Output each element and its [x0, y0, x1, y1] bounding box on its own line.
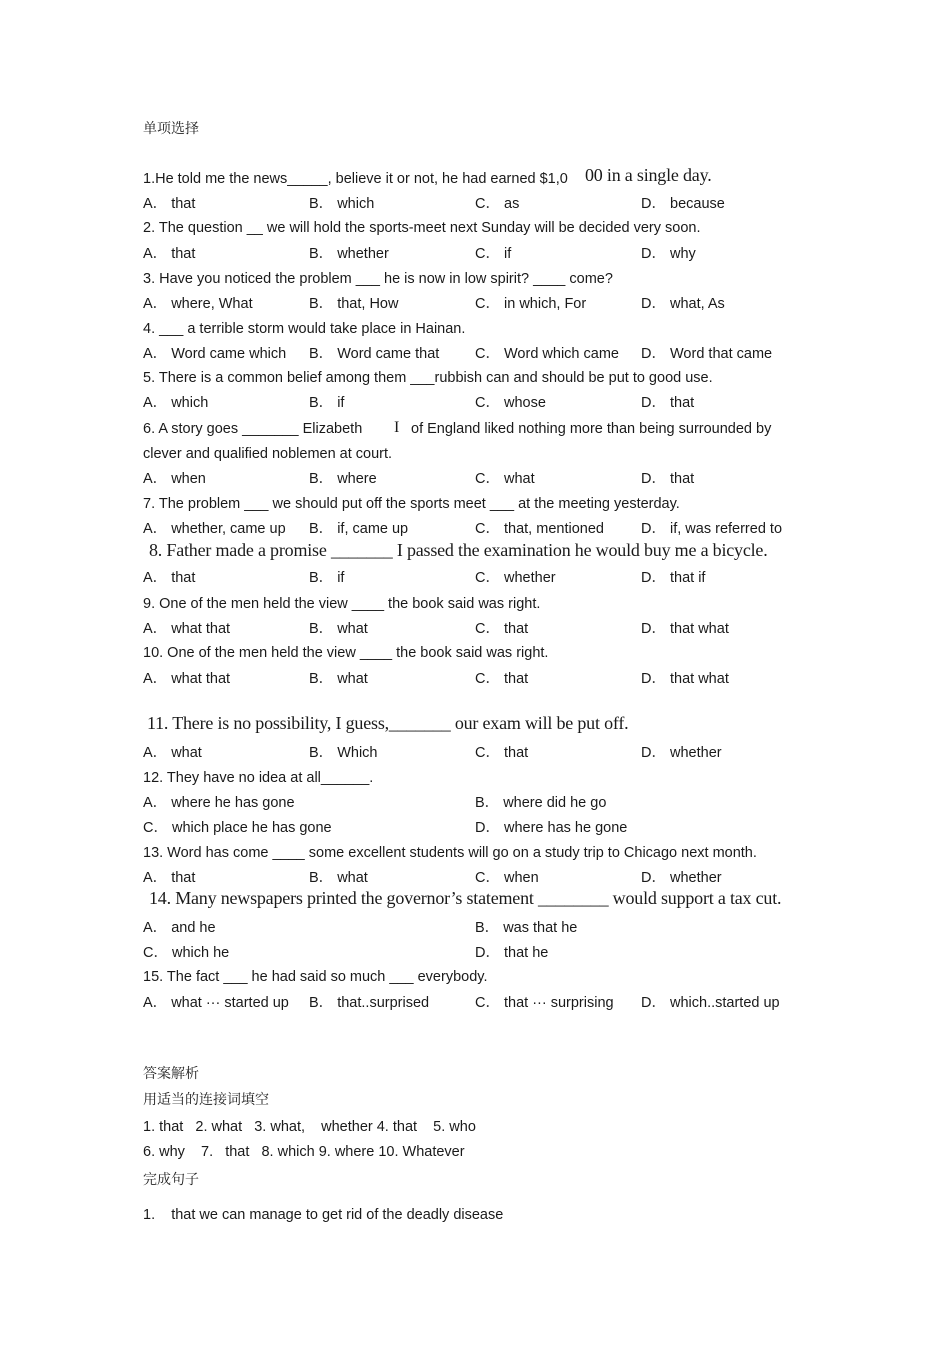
- question-6-stem-cont: of England liked nothing more than being surrounded by: [411, 421, 772, 437]
- question-1-stem: 1.He told me the news_____, believe it or not, he had earned $1,0: [143, 171, 568, 187]
- q13-option-c[interactable]: C． when: [475, 870, 539, 886]
- q11-option-a[interactable]: A． what: [143, 745, 202, 761]
- q13-option-b[interactable]: B． what: [309, 870, 368, 886]
- question-4-stem: 4. ___ a terrible storm would take place in Hainan.: [143, 321, 466, 337]
- q7-option-a[interactable]: A． whether, came up: [143, 521, 286, 537]
- q3-option-a[interactable]: A． where, What: [143, 296, 253, 312]
- q13-option-a[interactable]: A． that: [143, 870, 196, 886]
- q12-option-a[interactable]: A． where he has gone: [143, 795, 295, 811]
- answers-title: 答案解析: [143, 1066, 199, 1082]
- q5-option-b[interactable]: B． if: [309, 395, 345, 411]
- q9-option-b[interactable]: B． what: [309, 621, 368, 637]
- q8-option-a[interactable]: A． that: [143, 570, 196, 586]
- q15-option-b[interactable]: B． that..surprised: [309, 995, 430, 1011]
- q6-option-d[interactable]: D． that: [641, 471, 695, 487]
- q7-option-d[interactable]: D． if, was referred to: [641, 521, 783, 537]
- q6-option-b[interactable]: B． where: [309, 471, 377, 487]
- answers-line-2: 6. why 7. that 8. which 9. where 10. Whatever: [143, 1144, 465, 1160]
- q11-option-c[interactable]: C． that: [475, 745, 529, 761]
- q10-option-a[interactable]: A． what that: [143, 671, 231, 687]
- q12-option-b[interactable]: B． where did he go: [475, 795, 607, 811]
- q13-option-d[interactable]: D． whether: [641, 870, 722, 886]
- q4-option-c[interactable]: C． Word which came: [475, 346, 619, 362]
- q14-option-a[interactable]: A． and he: [143, 920, 216, 936]
- section-title: 单项选择: [143, 121, 199, 137]
- q7-option-c[interactable]: C． that, mentioned: [475, 521, 604, 537]
- q2-option-a[interactable]: A． that: [143, 246, 196, 262]
- q10-option-d[interactable]: D． that what: [641, 671, 729, 687]
- question-14-stem: 14. Many newspapers printed the governor’s statement ________ would support a tax cut.: [149, 888, 782, 908]
- q12-option-d[interactable]: D． where has he gone: [475, 820, 628, 836]
- q14-option-d[interactable]: D． that he: [475, 945, 549, 961]
- question-10-stem: 10. One of the men held the view ____ the book said was right.: [143, 645, 549, 661]
- q5-option-d[interactable]: D． that: [641, 395, 695, 411]
- question-11-stem: 11. There is no possibility, I guess,_______ our exam will be put off.: [147, 713, 629, 733]
- q14-option-b[interactable]: B． was that he: [475, 920, 578, 936]
- question-6-roman: I: [394, 419, 400, 436]
- q1-option-c[interactable]: C． as: [475, 196, 520, 212]
- q2-option-c[interactable]: C． if: [475, 246, 512, 262]
- q8-option-c[interactable]: C． whether: [475, 570, 556, 586]
- answers-subtitle-complete: 完成句子: [143, 1172, 199, 1188]
- q4-option-b[interactable]: B． Word came that: [309, 346, 440, 362]
- question-5-stem: 5. There is a common belief among them ___rubbish can and should be put to good use.: [143, 370, 713, 386]
- q8-option-d[interactable]: D． that if: [641, 570, 706, 586]
- question-1-stem-end: 00 in a single day.: [585, 165, 712, 185]
- q11-option-b[interactable]: B． Which: [309, 745, 378, 761]
- q5-option-c[interactable]: C． whose: [475, 395, 546, 411]
- q9-option-d[interactable]: D． that what: [641, 621, 729, 637]
- q2-option-b[interactable]: B． whether: [309, 246, 389, 262]
- q6-option-c[interactable]: C． what: [475, 471, 535, 487]
- q9-option-a[interactable]: A． what that: [143, 621, 231, 637]
- q12-option-c[interactable]: C． which place he has gone: [143, 820, 332, 836]
- q3-option-b[interactable]: B． that, How: [309, 296, 399, 312]
- q2-option-d[interactable]: D． why: [641, 246, 696, 262]
- q14-option-c[interactable]: C． which he: [143, 945, 230, 961]
- question-9-stem: 9. One of the men held the view ____ the book said was right.: [143, 596, 541, 612]
- q4-option-d[interactable]: D． Word that came: [641, 346, 773, 362]
- q15-option-c[interactable]: C． that ··· surprising: [475, 995, 614, 1011]
- q15-option-d[interactable]: D． which..started up: [641, 995, 780, 1011]
- q4-option-a[interactable]: A． Word came which: [143, 346, 287, 362]
- q8-option-b[interactable]: B． if: [309, 570, 345, 586]
- q1-option-d[interactable]: D． because: [641, 196, 725, 212]
- question-12-stem: 12. They have no idea at all______.: [143, 770, 374, 786]
- question-15-stem: 15. The fact ___ he had said so much ___ everybody.: [143, 969, 488, 985]
- question-13-stem: 13. Word has come ____ some excellent students will go on a study trip to Chicago next month.: [143, 845, 757, 861]
- q10-option-b[interactable]: B． what: [309, 671, 368, 687]
- q1-option-b[interactable]: B． which: [309, 196, 375, 212]
- question-3-stem: 3. Have you noticed the problem ___ he is now in low spirit? ____ come?: [143, 271, 613, 287]
- question-6-stem: 6. A story goes _______ Elizabeth: [143, 421, 363, 437]
- question-6-stem-line2: clever and qualified noblemen at court.: [143, 446, 393, 462]
- q9-option-c[interactable]: C． that: [475, 621, 529, 637]
- q6-option-a[interactable]: A． when: [143, 471, 206, 487]
- q5-option-a[interactable]: A． which: [143, 395, 209, 411]
- q3-option-c[interactable]: C． in which, For: [475, 296, 587, 312]
- q3-option-d[interactable]: D． what, As: [641, 296, 725, 312]
- q1-option-a[interactable]: A． that: [143, 196, 196, 212]
- question-7-stem: 7. The problem ___ we should put off the sports meet ___ at the meeting yesterday.: [143, 496, 680, 512]
- question-2-stem: 2. The question __ we will hold the sports-meet next Sunday will be decided very soon.: [143, 220, 701, 236]
- q15-option-a[interactable]: A． what ··· started up: [143, 995, 289, 1011]
- question-8-stem: 8. Father made a promise _______ I passed the examination he would buy me a bicycle.: [149, 540, 768, 560]
- answers-line-3: 1. that we can manage to get rid of the deadly disease: [143, 1207, 504, 1223]
- answers-line-1: 1. that 2. what 3. what, whether 4. that 5. who: [143, 1119, 476, 1135]
- q10-option-c[interactable]: C． that: [475, 671, 529, 687]
- q11-option-d[interactable]: D． whether: [641, 745, 722, 761]
- answers-subtitle-fill: 用适当的连接词填空: [143, 1092, 269, 1108]
- q7-option-b[interactable]: B． if, came up: [309, 521, 409, 537]
